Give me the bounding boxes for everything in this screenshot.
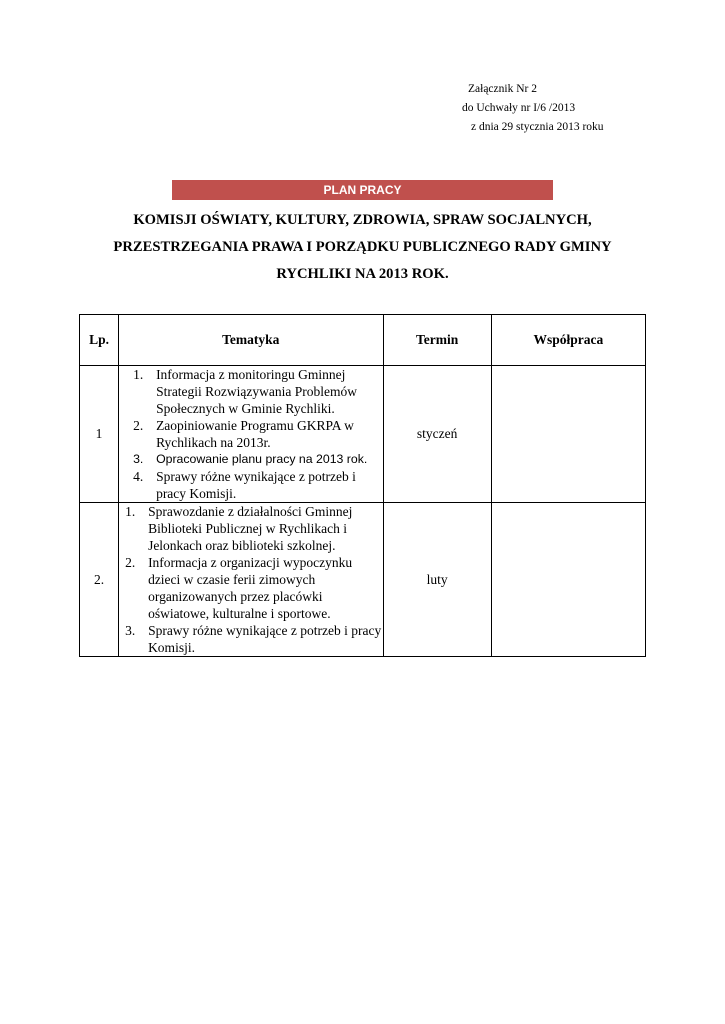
topics-cell [119,503,383,657]
attachment-number: Załącznik Nr 2 [468,83,537,95]
list-item: Sprawy różne wynikające z potrzeb i pracy Komisji. [148,623,382,655]
title-line: PRZESTRZEGANIA PRAWA I PORZĄDKU PUBLICZNEGO RADY GMINY [113,239,612,255]
attachment-note [462,80,604,137]
list-item: Zaopiniowanie Programu GKRPA w Rychlikach na 2013r. [156,418,354,450]
cooperation-cell [491,503,645,657]
topics-list [119,366,382,502]
header-wspolpraca: Współpraca [491,315,645,366]
resolution-date: z dnia 29 stycznia 2013 roku [471,121,604,133]
row-number: 1 [80,366,119,503]
list-item: Sprawy różne wynikające z potrzeb i pracy Komisji. [156,469,356,501]
list-item: Sprawozdanie z działalności Gminnej Biblioteki Publicznej w Rychlikach i Jelonkach oraz biblioteki szkolnej. [148,504,353,553]
document-title [60,207,665,288]
resolution-reference: do Uchwały nr I/6 /2013 [462,102,576,114]
header-lp: Lp. [80,315,119,366]
table-row [80,366,646,503]
header-tematyka: Tematyka [119,315,383,366]
title-line: RYCHLIKI NA 2013 ROK. [276,266,449,282]
plan-banner: PLAN PRACY [172,180,553,200]
topics-cell [119,366,383,503]
header-termin: Termin [383,315,491,366]
table-row [80,503,646,657]
list-item: Informacja z organizacji wypoczynku dzieci w czasie ferii zimowych organizowanych przez placówki oświatowe, kulturalne i sportowe. [148,555,353,621]
row-number: 2. [80,503,119,657]
cooperation-cell [491,366,645,503]
list-item: Informacja z monitoringu Gminnej Strategii Rozwiązywania Problemów Społecznych w Gminie Rychliki. [156,367,358,416]
topics-list [119,503,382,656]
term-cell: styczeń [383,366,491,503]
table-header-row [80,315,646,366]
list-item: Opracowanie planu pracy na 2013 rok. [156,452,368,466]
title-line: KOMISJI OŚWIATY, KULTURY, ZDROWIA, SPRAW SOCJALNYCH, [133,212,592,228]
term-cell: luty [383,503,491,657]
work-plan-table [79,314,646,657]
